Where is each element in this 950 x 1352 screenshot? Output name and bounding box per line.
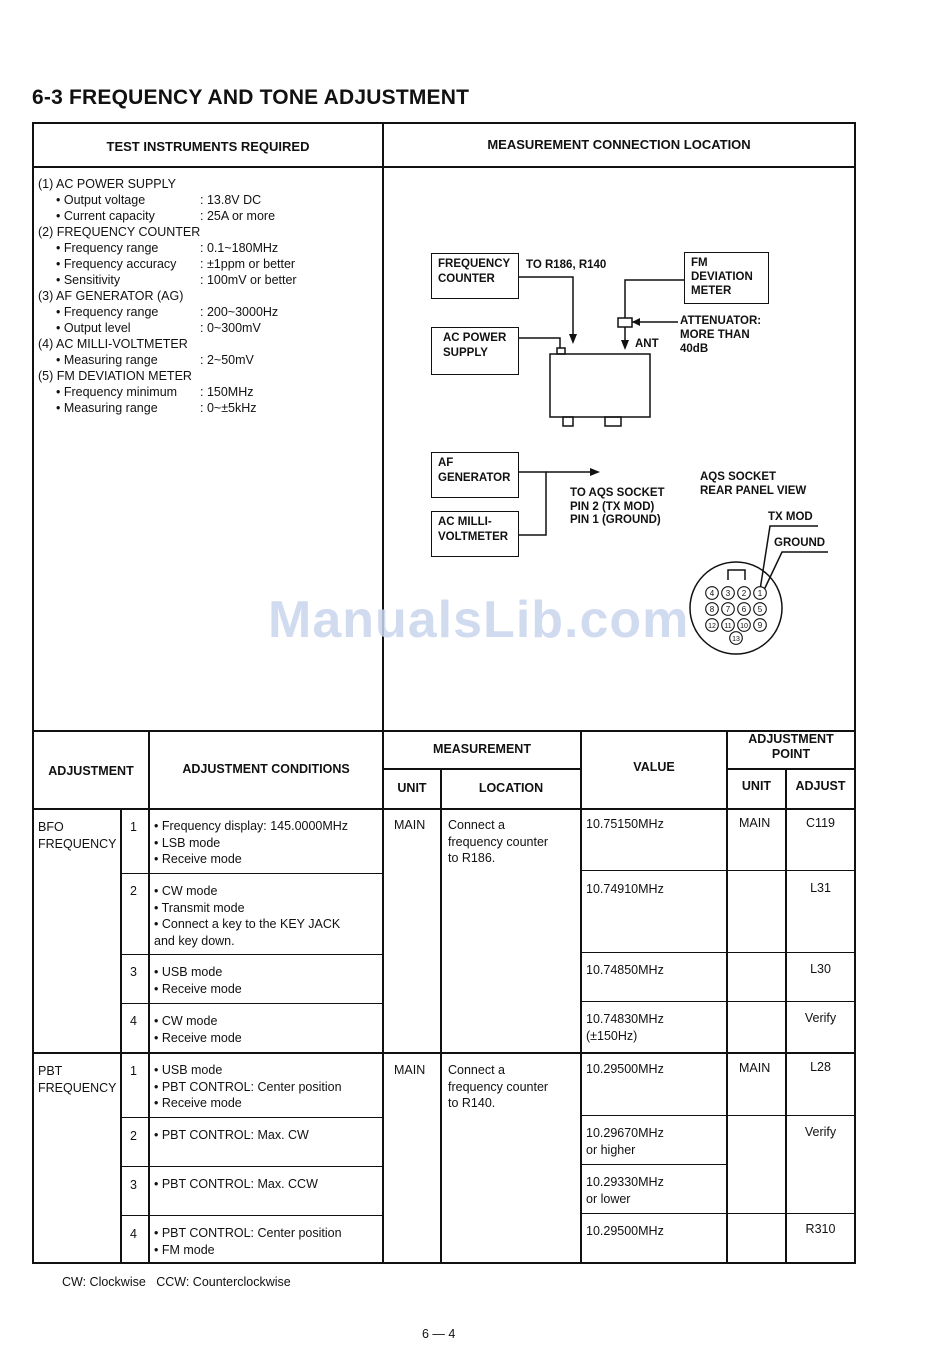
row-line: [580, 952, 856, 953]
aqs-pin: 13: [732, 636, 740, 643]
col-divider-adjpoint: [726, 730, 728, 1264]
aqs-pin: 2: [741, 589, 747, 598]
adjust-header: ADJUST: [795, 779, 846, 793]
instrument-name: (2) FREQUENCY COUNTER: [38, 225, 201, 239]
row-conditions: • Frequency display: 145.0000MHz • LSB mode • Receive mode: [154, 819, 349, 866]
row-line: [120, 954, 382, 955]
to-r186-label: TO R186, R140: [526, 259, 607, 271]
frequency-counter-box: FREQUENCY COUNTER: [431, 253, 519, 299]
measurement-location: Connect a frequency counter to R186.: [448, 818, 549, 865]
aqs-pin: 3: [725, 589, 731, 598]
instruments-header: TEST INSTRUMENTS REQUIRED: [106, 139, 310, 154]
aqs-pin: 8: [709, 605, 715, 614]
instrument-spec: • Output level : 0~300mV: [56, 321, 261, 335]
row-line: [120, 1215, 382, 1216]
watermark: ManualsLib.com: [268, 591, 690, 649]
row-line: [580, 1213, 856, 1214]
instrument-name: (5) FM DEVIATION METER: [38, 369, 192, 383]
footnote: CW: Clockwise CCW: Counterclockwise: [62, 1275, 291, 1289]
aqs-pin: 6: [741, 605, 747, 614]
page-title: 6-3 FREQUENCY AND TONE ADJUSTMENT: [32, 86, 470, 109]
row-number: 3: [130, 1178, 137, 1192]
adjustment-unit: MAIN: [739, 816, 771, 830]
instrument-spec: • Frequency accuracy : ±1ppm or better: [56, 257, 296, 271]
row-adjust: L30: [810, 962, 831, 976]
aqs-pin: 9: [757, 621, 763, 630]
row-line: [580, 1164, 726, 1165]
group-name-bfo: BFO FREQUENCY: [38, 820, 117, 851]
aqs-socket-title: AQS SOCKET REAR PANEL VIEW: [700, 471, 807, 497]
instrument-spec: • Frequency minimum : 150MHz: [56, 385, 254, 399]
ground-label: GROUND: [774, 537, 826, 549]
connection-header: MEASUREMENT CONNECTION LOCATION: [487, 137, 751, 152]
row-value: 10.74830MHz (±150Hz): [586, 1012, 664, 1043]
row-line: [120, 1166, 382, 1167]
unit2-header: UNIT: [741, 779, 772, 793]
row-conditions: • PBT CONTROL: Center position • FM mode: [154, 1226, 342, 1257]
ac-milli-voltmeter-box: AC MILLI- VOLTMETER: [431, 511, 519, 557]
row-adjust: Verify: [804, 1125, 837, 1139]
row-line: [580, 870, 856, 871]
adjustment-unit: MAIN: [739, 1061, 771, 1075]
row-value: 10.29500MHz: [586, 1224, 664, 1238]
row-value: 10.29330MHz or lower: [586, 1175, 664, 1206]
row-conditions: • USB mode • PBT CONTROL: Center position • Receive mode: [154, 1063, 342, 1110]
row-line: [120, 1003, 382, 1004]
row-adjust: C119: [806, 816, 835, 830]
row-value: 10.74850MHz: [586, 963, 664, 977]
unit-header: UNIT: [397, 781, 427, 795]
col-divider-location: [440, 768, 442, 1264]
page-number: 6 — 4: [422, 1327, 456, 1341]
row-conditions: • PBT CONTROL: Max. CCW: [154, 1177, 318, 1191]
aqs-pin: 5: [757, 605, 763, 614]
group-name-pbt: PBT FREQUENCY: [38, 1064, 117, 1095]
row-conditions: • CW mode • Transmit mode • Connect a key to the KEY JACK and key down.: [154, 884, 341, 948]
instrument-spec: • Current capacity : 25A or more: [56, 209, 276, 223]
instrument-name: (3) AF GENERATOR (AG): [38, 289, 184, 303]
row-line: [580, 1115, 856, 1116]
instrument-name: (4) AC MILLI-VOLTMETER: [38, 337, 188, 351]
lower-header-bottom: [32, 808, 856, 810]
row-value: 10.29500MHz: [586, 1062, 664, 1076]
row-conditions: • PBT CONTROL: Max. CW: [154, 1128, 309, 1142]
instrument-spec: • Frequency range : 0.1~180MHz: [56, 241, 279, 255]
af-generator-box: AF GENERATOR: [431, 452, 519, 498]
adjustment-point-header: ADJUSTMENT POINT: [748, 732, 834, 761]
tx-mod-label: TX MOD: [768, 511, 813, 523]
measurement-unit: MAIN: [394, 818, 426, 832]
group-divider: [32, 1052, 856, 1054]
aqs-pin: 10: [740, 623, 748, 630]
aqs-pin: 7: [725, 605, 731, 614]
row-conditions: • USB mode • Receive mode: [154, 965, 242, 996]
adjustment-header: ADJUSTMENT: [48, 764, 134, 778]
col-divider-value: [580, 730, 582, 1264]
aqs-pin: 1: [757, 589, 763, 598]
instrument-spec: • Sensitivity : 100mV or better: [56, 273, 297, 287]
row-adjust: R310: [805, 1222, 836, 1236]
row-number: 1: [130, 1064, 137, 1078]
attenuator-label: ATTENUATOR: MORE THAN 40dB: [680, 315, 762, 355]
measurement-subheader-line: [382, 768, 580, 770]
row-number: 2: [130, 884, 137, 898]
instrument-spec: • Frequency range : 200~3000Hz: [56, 305, 279, 319]
instrument-spec: • Measuring range : 0~±5kHz: [56, 401, 257, 415]
row-value: 10.75150MHz: [586, 817, 664, 831]
row-line: [120, 873, 382, 874]
table-bottom-border: [32, 1262, 856, 1264]
row-number: 3: [130, 965, 137, 979]
row-number: 2: [130, 1129, 137, 1143]
aqs-pin: 12: [708, 623, 716, 630]
value-header: VALUE: [633, 760, 675, 774]
row-number: 1: [130, 820, 137, 834]
measurement-header: MEASUREMENT: [433, 742, 531, 756]
row-number: 4: [130, 1014, 137, 1028]
to-aqs-socket-label: TO AQS SOCKET PIN 2 (TX MOD) PIN 1 (GROUND): [570, 487, 665, 526]
row-adjust: Verify: [804, 1011, 837, 1025]
row-adjust: L31: [810, 881, 831, 895]
aqs-pin: 11: [724, 623, 732, 630]
row-number: 4: [130, 1227, 137, 1241]
measurement-location: Connect a frequency counter to R140.: [448, 1063, 549, 1110]
row-line: [120, 1117, 382, 1118]
row-value: 10.29670MHz or higher: [586, 1126, 664, 1157]
row-line: [580, 1001, 856, 1002]
row-adjust: L28: [810, 1060, 831, 1074]
fm-deviation-meter-box: FM DEVIATION METER: [684, 252, 769, 304]
instrument-spec: • Output voltage : 13.8V DC: [56, 193, 262, 207]
col-divider-conditions: [148, 730, 150, 1264]
row-value: 10.74910MHz: [586, 882, 664, 896]
instrument-name: (1) AC POWER SUPPLY: [38, 177, 176, 191]
location-header: LOCATION: [478, 781, 544, 795]
measurement-unit: MAIN: [394, 1063, 426, 1077]
ant-label: ANT: [635, 338, 659, 350]
adjpoint-subheader-line: [726, 768, 856, 770]
conditions-header: ADJUSTMENT CONDITIONS: [182, 762, 350, 776]
aqs-pin: 4: [709, 589, 715, 598]
instrument-spec: • Measuring range : 2~50mV: [56, 353, 254, 367]
row-conditions: • CW mode • Receive mode: [154, 1014, 242, 1045]
col-divider-number: [120, 808, 122, 1264]
ac-power-supply-box: AC POWER SUPPLY: [431, 327, 519, 375]
